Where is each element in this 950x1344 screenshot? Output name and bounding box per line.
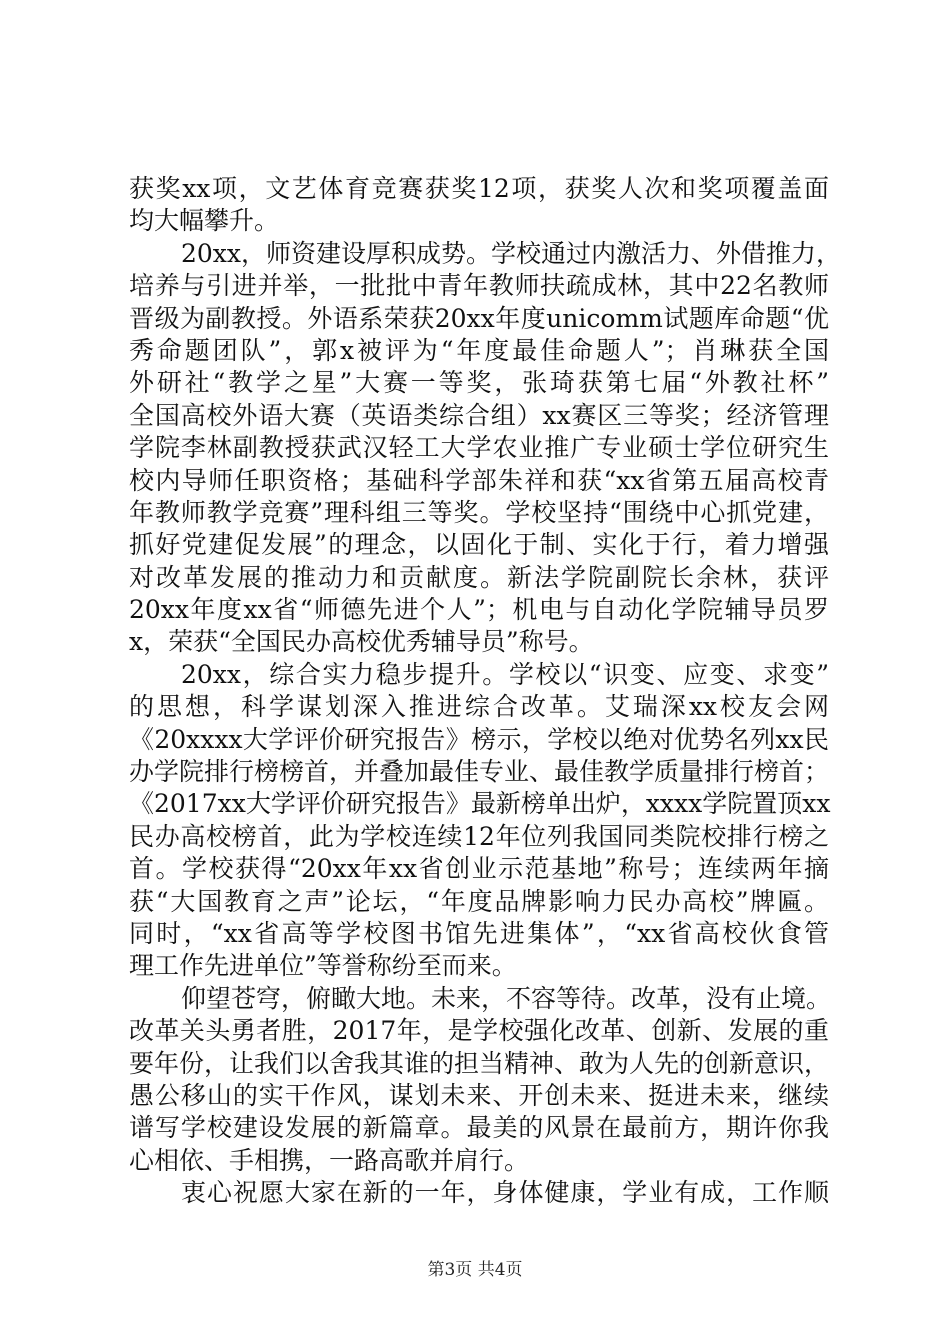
text-line: 20xx，师资建设厚积成势。学校通过内激活力、外借推力， (181, 238, 842, 268)
text-line: 仰望苍穹，俯瞰大地。未来，不容等待。改革，没有止境。 (181, 983, 832, 1013)
text-line: 谱写学校建设发展的新篇章。最美的风景在最前方，期许你我 (129, 1113, 829, 1143)
text-line: 要年份，让我们以舍我其谁的担当精神、敢为人先的创新意识， (129, 1048, 830, 1078)
text-line: 同时，“xx省高等学校图书馆先进集体”，“xx省高校伙食管 (129, 918, 829, 948)
text-line: 改革关头勇者胜，2017年，是学校强化改革、创新、发展的重 (129, 1016, 829, 1046)
text-line: 均大幅攀升。 (129, 206, 280, 236)
text-line: 的思想，科学谋划深入推进综合改革。艾瑞深xx校友会网 (129, 692, 829, 722)
text-line: 民办高校榜首，此为学校连续12年位列我国同类院校排行榜之 (129, 821, 829, 851)
text-line: 全国高校外语大赛（英语类综合组）xx赛区三等奖；经济管理 (129, 400, 829, 430)
text-line: 心相依、手相携，一路高歌并肩行。 (129, 1145, 530, 1175)
text-line: 《2017xx大学评价研究报告》最新榜单出炉，xxxx学院置顶xx (129, 789, 831, 819)
text-line: 晋级为副教授。外语系荣获20xx年度unicomm试题库命题“优 (129, 303, 829, 333)
text-line: 学院李林副教授获武汉轻工大学农业推广专业硕士学位研究生 (129, 433, 829, 463)
text-line: 《20xxxx大学评价研究报告》榜示，学校以绝对优势名列xx民 (129, 724, 829, 754)
text-line: 校内导师任职资格；基础科学部朱祥和获“xx省第五届高校青 (129, 465, 829, 495)
text-line: 秀命题团队”，郭x被评为“年度最佳命题人”；肖琳获全国 (129, 335, 829, 365)
text-line: 20xx，综合实力稳步提升。学校以“识变、应变、求变” (181, 659, 829, 689)
text-line: 理工作先进单位”等誉称纷至而来。 (129, 951, 517, 981)
text-line: 获“大国教育之声”论坛，“年度品牌影响力民办高校”牌匾。 (129, 886, 829, 916)
text-line: 获奖xx项，文艺体育竞赛获奖12项，获奖人次和奖项覆盖面 (129, 174, 829, 203)
text-line: 办学院排行榜榜首，并叠加最佳专业、最佳教学质量排行榜首； (129, 757, 830, 787)
text-line: 培养与引进并举，一批批中青年教师扶疏成林，其中22名教师 (129, 271, 829, 301)
text-line: 20xx年度xx省“师德先进个人”；机电与自动化学院辅导员罗 (129, 595, 829, 625)
text-line: 年教师教学竞赛”理科组三等奖。学校坚持“围绕中心抓党建， (129, 497, 829, 527)
text-line: 抓好党建促发展”的理念，以固化于制、实化于行，着力增强 (129, 530, 829, 560)
document-body (129, 173, 842, 1210)
text-line: x，荣获“全国民办高校优秀辅导员”称号。 (129, 627, 594, 657)
text-line: 外研社“教学之星”大赛一等奖，张琦获第七届“外教社杯” (129, 368, 829, 398)
text-line: 对改革发展的推动力和贡献度。新法学院副院长余林，获评 (129, 562, 829, 592)
text-line: 衷心祝愿大家在新的一年，身体健康，学业有成，工作顺 (181, 1178, 829, 1208)
text-line: 首。学校获得“20xx年xx省创业示范基地”称号；连续两年摘 (129, 854, 829, 884)
text-line: 愚公移山的实干作风，谋划未来、开创未来、挺进未来，继续 (129, 1080, 829, 1110)
page-footer: 第3页 共4页 (427, 1260, 523, 1280)
